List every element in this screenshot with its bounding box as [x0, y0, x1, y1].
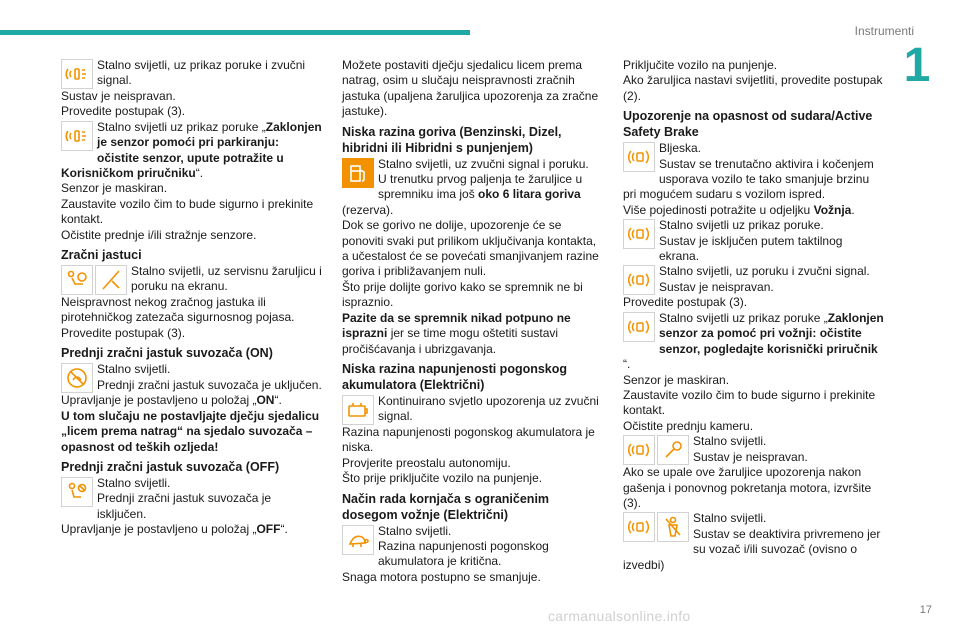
text: Stalno svijetli. [378, 523, 452, 538]
driver-absent-icon [657, 512, 689, 542]
heading: Način rada kornjača s ograničenim dosegom vožnje (Električni) [342, 491, 550, 522]
text: Što prije priključite vozilo na punjenje. [342, 471, 543, 486]
text: Što prije dolijte gorivo kako se spremnik ne bi ispraznio. [342, 279, 583, 310]
turtle-mode-block [342, 524, 604, 570]
airbag-off-block [61, 476, 323, 522]
park-sensor-icon [61, 121, 93, 151]
text: Sustav se deaktivira privremeno jer su vozač i/ili suvozač (ovisno o izvedbi) [623, 526, 881, 572]
text: U trenutku prvog paljenja te žaruljice u spremniku ima još oko 6 litara goriva (rezerva). [342, 172, 583, 217]
text: Provjerite preostalu autonomiju. [342, 455, 511, 470]
text: Provedite postupak (3). [61, 104, 186, 119]
camera-masked-block [623, 311, 885, 373]
text: Sustav je neispravan. [693, 449, 808, 464]
heading: Upozorenje na opasnost od sudara/Active Safety Brake [623, 109, 873, 140]
heading: Niska razina napunjenosti pogonskog akumulatora (Električni) [342, 361, 568, 392]
text: Senzor je maskiran. [61, 181, 168, 196]
airbag-fault-block [61, 264, 323, 295]
section-title: Instrumenti [854, 24, 914, 38]
text: Više pojedinosti potražite u odjeljku Vožnja. [623, 202, 855, 217]
header-accent-bar [0, 30, 470, 35]
text: Zaustavite vozilo čim to bude sigurno i prekinite kontakt. [623, 387, 876, 418]
text: Sustav je neispravan. [61, 89, 176, 103]
airbag-icon [61, 265, 93, 295]
text: Možete postaviti dječju sjedalicu licem prema natrag, osim u slučaju neispravnosti zračnih jastuka (upaljena žaruljica upozorenja za zračne jastuke). [342, 58, 599, 119]
airbag-on-block [61, 362, 323, 393]
text: Stalno svijetli. [97, 475, 171, 490]
warning-text: U tom slučaju ne postavljajte dječju sjedalicu „licem prema natrag“ na sjedalo suvozača – opasnost od teških ozljeda! [61, 408, 320, 454]
text: Stalno svijetli uz prikaz poruke. [659, 218, 824, 233]
page-number: 17 [919, 604, 932, 616]
collision-wrench-block [623, 434, 885, 465]
seatbelt-icon [95, 265, 127, 295]
text: Stalno svijetli uz prikaz poruke „Zaklonjen senzor za pomoć pri vožnji: očistite senzor, pogledajte korisnički priručnik “. [623, 310, 884, 372]
text: Očistite prednju kameru. [623, 418, 754, 433]
text: Stalno svijetli. [97, 362, 171, 377]
text: Zaustavite vozilo čim to bude sigurno i prekinite kontakt. [61, 196, 314, 227]
chapter-number: 1 [903, 39, 931, 92]
text: Ako se upale ove žaruljice upozorenja nakon gašenja i ponovnog pokretanja motora, izvršite (3). [623, 465, 872, 510]
text: Priključite vozilo na punjenje. [623, 58, 778, 72]
text: Provedite postupak (3). [61, 325, 186, 340]
collision-warning-icon [623, 219, 655, 249]
collision-warning-icon [623, 512, 655, 542]
text: Ako žaruljica nastavi svijetliti, provedite postupak (2). [623, 73, 883, 103]
text: Kontinuirano svjetlo upozorenja uz zvučni signal. [378, 393, 599, 424]
heading: Zračni jastuci [61, 248, 142, 263]
fuel-pump-icon [342, 158, 374, 188]
text: Stalno svijetli. [693, 434, 767, 449]
text: Neispravnost nekog zračnog jastuka ili pirotehničkog zatezača sigurnosnog pojasa. [61, 295, 295, 325]
collision-warning-icon [623, 435, 655, 465]
park-sensor-fault-block [61, 58, 323, 89]
column-1 [61, 58, 323, 538]
collision-warning-icon [623, 265, 655, 295]
text: Provedite postupak (3). [623, 295, 748, 310]
text: Upravljanje je postavljeno u položaj „ON“. [61, 393, 282, 408]
text: Očistite prednje i/ili stražnje senzore. [61, 227, 257, 242]
battery-icon [342, 395, 374, 425]
collision-off-block [623, 218, 885, 264]
park-sensor-masked-block [61, 120, 323, 182]
text: Sustav je neispravan. [659, 279, 774, 294]
heading: Prednji zračni jastuk suvozača (OFF) [61, 459, 280, 474]
column-2 [342, 58, 604, 585]
text: Prednji zračni jastuk suvozača je uključen. [97, 377, 322, 392]
text: Stalno svijetli, uz poruku i zvučni signal. [659, 264, 870, 279]
heading: Prednji zračni jastuk suvozača (ON) [61, 346, 273, 361]
park-sensor-icon [61, 59, 93, 89]
heading: Niska razina goriva (Benzinski, Dizel, hibridni ili Hibridni s punjenjem) [342, 124, 562, 155]
driver-absent-block [623, 511, 885, 573]
text: Snaga motora postupno se smanjuje. [342, 569, 541, 584]
watermark: carmanualsonline.info [548, 608, 691, 624]
collision-fault-block [623, 264, 885, 295]
text: Razina napunjenosti pogonskog akumulatora je kritična. [378, 538, 549, 569]
text: Stalno svijetli, uz zvučni signal i poruku. [378, 156, 589, 171]
text: Stalno svijetli, uz prikaz poruke i zvučni signal. [97, 58, 306, 88]
collision-flash-block [623, 141, 885, 203]
text: Pazite da se spremnik nikad potpuno ne isprazni jer se time mogu oštetiti sustavi pročišćavanja i ubrizgavanja. [342, 310, 571, 356]
collision-warning-icon [623, 312, 655, 342]
text: Senzor je maskiran. [623, 372, 730, 387]
airbag-off-icon [61, 477, 93, 507]
text: Sustav je isključen putem taktilnog ekrana. [659, 233, 843, 264]
low-battery-block [342, 394, 604, 425]
airbag-on-icon [61, 363, 93, 393]
column-3 [623, 58, 885, 573]
text: Upravljanje je postavljeno u položaj „OFF“. [61, 522, 288, 537]
collision-warning-icon [623, 142, 655, 172]
text: Stalno svijetli uz prikaz poruke „Zaklonjen je senzor pomoći pri parkiranju: očistite senzor, upute potražite u Korisničkom priručniku“. [61, 119, 322, 181]
turtle-icon [342, 525, 374, 555]
text: Bljeska. [659, 141, 702, 156]
text: Prednji zračni jastuk suvozača je isključen. [97, 491, 272, 521]
text: Sustav se trenutačno aktivira i kočenjem usporava vozilo te tako smanjuje brzinu pri mogućem sudaru s vozilom ispred. [623, 156, 874, 202]
text: Razina napunjenosti pogonskog akumulatora je niska. [342, 424, 595, 455]
wrench-icon [657, 435, 689, 465]
low-fuel-block [342, 157, 604, 219]
text: Stalno svijetli. [693, 511, 767, 526]
text: Stalno svijetli, uz servisnu žaruljicu i poruku na ekranu. [131, 264, 322, 294]
text: Dok se gorivo ne dolije, upozorenje će se ponoviti svaki put prilikom uključivanja kontakta, a učestalost će se povećati smanjivanjem razine goriva i približavanjem nuli. [342, 218, 599, 279]
